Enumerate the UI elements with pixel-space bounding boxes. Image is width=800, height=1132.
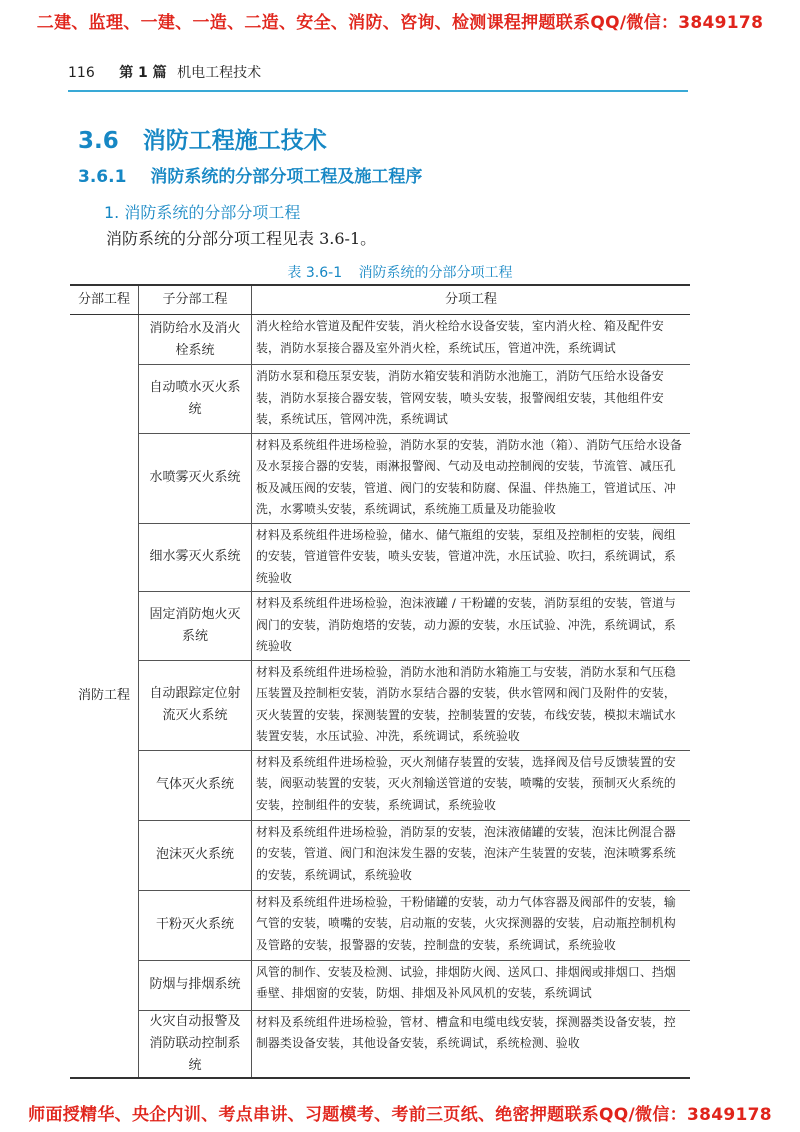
subsection-number: 3.6.1 [78, 167, 127, 187]
table-row [70, 750, 690, 820]
item-heading: 1. 消防系统的分部分项工程 [104, 203, 301, 222]
items-cell: 材料及系统组件进场检验，灭火剂储存装置的安装，选择阀及信号反馈装置的安装，阀驱动装置的安装，灭火剂输送管道的安装，喷嘴的安装，预制灭火系统的安装，控制组件的安装，系统调试，系统验收 [252, 750, 691, 820]
header-subdivision: 子分部工程 [139, 285, 252, 315]
table-row [70, 433, 690, 523]
subdivision-cell: 泡沫灭火系统 [139, 820, 252, 890]
section-heading [78, 122, 327, 155]
subdivision-cell: 火灾自动报警及消防联动控制系统 [139, 1010, 252, 1078]
items-cell: 材料及系统组件进场检验，储水、储气瓶组的安装，泵组及控制柜的安装，阀组的安装，管道管件安装，喷头安装，管道冲洗，水压试验、吹扫，系统调试，系统验收 [252, 523, 691, 592]
table-row [70, 890, 690, 960]
items-cell: 材料及系统组件进场检验，消防水泵的安装，消防水池（箱）、消防气压给水设备及水泵接合器的安装，雨淋报警阀、气动及电动控制阀的安装，节流管、减压孔板及减压阀的安装，管道、阀门的安装和防腐、保温、伴热施工，管道试压、冲洗，水雾喷头安装，系统调试，系统施工质量及功能验收 [252, 433, 691, 523]
subsection-title: 消防系统的分部分项工程及施工程序 [150, 167, 423, 187]
items-cell: 材料及系统组件进场检验，消防水池和消防水箱施工与安装，消防水泵和气压稳压装置及控制柜安装，消防水泵结合器的安装，供水管网和阀门及附件的安装，灭火装置的安装，探测装置的安装，控制装置的安装，布线安装，模拟末端试水装置安装，水压试验、冲洗，系统调试，系统验收 [252, 660, 691, 750]
top-banner: 二建、监理、一建、一造、二造、安全、消防、咨询、检测课程押题联系QQ/微信：3849178 [36, 13, 764, 33]
header-division: 分部工程 [70, 285, 139, 315]
table-header-row [70, 285, 690, 315]
items-cell: 材料及系统组件进场检验，泡沫液罐 / 干粉罐的安装，消防泵组的安装，管道与阀门的安装，消防炮塔的安装，动力源的安装，水压试验、冲洗，系统调试，系统验收 [252, 592, 691, 661]
table-row [70, 592, 690, 661]
subdivision-cell: 自动喷水灭火系统 [139, 365, 252, 434]
items-cell: 消防水泵和稳压泵安装，消防水箱安装和消防水池施工，消防气压给水设备安装，消防水泵接合器安装，管网安装，喷头安装，报警阀组安装，其他组件安装，系统试压，管网冲洗，系统调试 [252, 365, 691, 434]
table-row [70, 315, 690, 365]
part-title: 机电工程技术 [177, 65, 262, 81]
subdivision-cell: 水喷雾灭火系统 [139, 433, 252, 523]
page-header [68, 62, 261, 82]
table-row [70, 365, 690, 434]
table-row [70, 960, 690, 1010]
intro-paragraph: 消防系统的分部分项工程见表 3.6-1。 [106, 229, 377, 248]
subdivision-cell: 固定消防炮火灭系统 [139, 592, 252, 661]
items-cell: 消火栓给水管道及配件安装，消火栓给水设备安装，室内消火栓、箱及配件安装，消防水泵接合器及室外消火栓，系统试压，管道冲洗，系统调试 [252, 315, 691, 365]
subdivision-cell: 干粉灭火系统 [139, 890, 252, 960]
table-caption [0, 262, 800, 282]
subdivision-cell: 细水雾灭火系统 [139, 523, 252, 592]
table-title: 消防系统的分部分项工程 [358, 265, 513, 281]
header-rule [68, 90, 688, 92]
table-number: 表 3.6-1 [287, 265, 343, 281]
section-title: 消防工程施工技术 [142, 128, 327, 154]
items-cell: 材料及系统组件进场检验，消防泵的安装，泡沫液储罐的安装，泡沫比例混合器的安装，管道、阀门和泡沫发生器的安装，泡沫产生装置的安装，泡沫喷雾系统的安装，系统调试，系统验收 [252, 820, 691, 890]
table-row [70, 820, 690, 890]
part-label: 第 1 篇 [119, 65, 167, 81]
items-cell: 材料及系统组件进场检验，干粉储罐的安装，动力气体容器及阀部件的安装，输气管的安装，喷嘴的安装，启动瓶的安装，火灾探测器的安装，启动瓶控制机构及管路的安装，报警器的安装，控制盘的安装，系统调试，系统验收 [252, 890, 691, 960]
header-items: 分项工程 [252, 285, 691, 315]
division-cell: 消防工程 [70, 315, 139, 1078]
table-row [70, 660, 690, 750]
bottom-banner: 师面授精华、央企内训、考点串讲、习题模考、考前三页纸、绝密押题联系QQ/微信：3849178 [28, 1105, 772, 1125]
items-cell: 材料及系统组件进场检验，管材、槽盒和电缆电线安装，探测器类设备安装，控制器类设备安装，其他设备安装，系统调试，系统检测、验收 [252, 1010, 691, 1078]
subsection-heading [78, 162, 422, 187]
subdivision-cell: 气体灭火系统 [139, 750, 252, 820]
section-number: 3.6 [78, 128, 119, 154]
page-number: 116 [68, 65, 95, 81]
items-cell: 风管的制作、安装及检测、试验，排烟防火阀、送风口、排烟阀或排烟口、挡烟垂壁、排烟窗的安装，防烟、排烟及补风风机的安装，系统调试 [252, 960, 691, 1010]
table-row [70, 1010, 690, 1078]
subdivision-cell: 消防给水及消火栓系统 [139, 315, 252, 365]
subdivision-table [70, 284, 690, 1079]
subdivision-cell: 防烟与排烟系统 [139, 960, 252, 1010]
table-row [70, 523, 690, 592]
subdivision-cell: 自动跟踪定位射流灭火系统 [139, 660, 252, 750]
